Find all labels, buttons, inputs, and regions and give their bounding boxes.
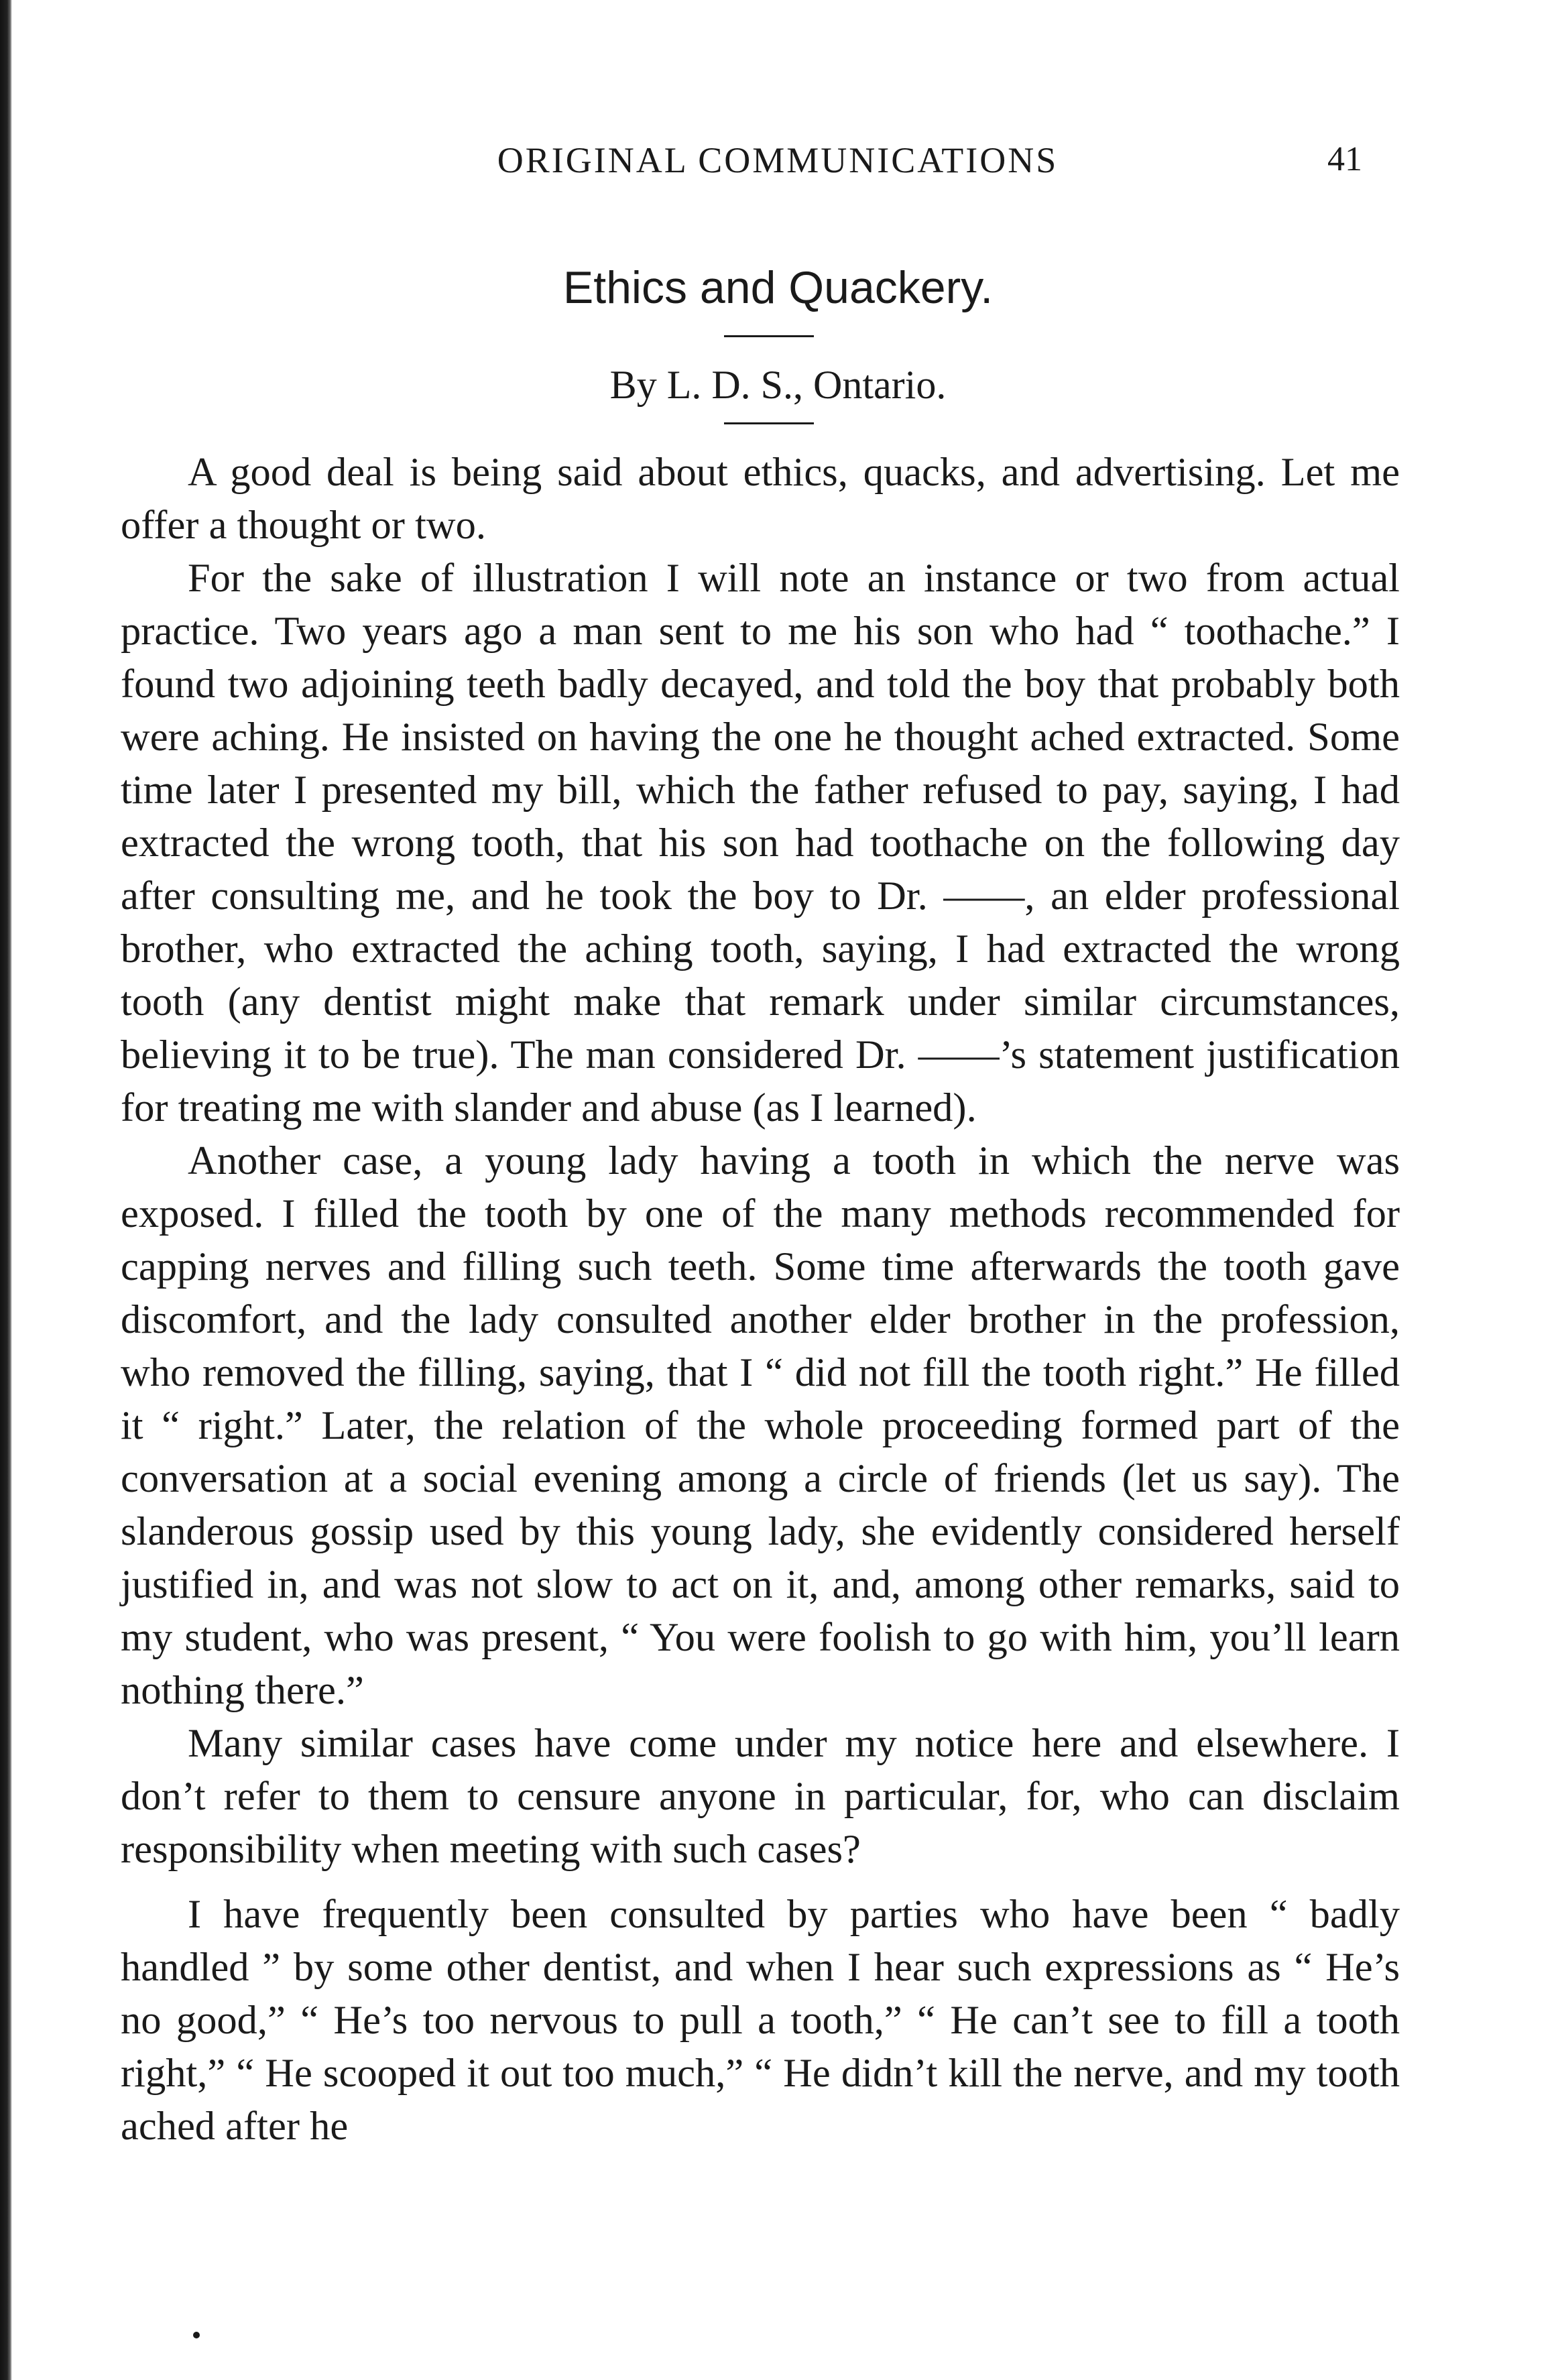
article-body	[121, 446, 1400, 2153]
byline-rule	[724, 422, 814, 424]
scan-edge	[0, 0, 12, 2380]
article-title: Ethics and Quackery.	[562, 262, 994, 313]
article-byline: By L. D. S., Ontario.	[609, 363, 947, 407]
paragraph: Many similar cases have come under my notice here and elsewhere. I don’t refer to them to censure anyone in particular, for, who can disclaim responsibility when meeting with such cases?	[121, 1721, 1400, 1872]
paragraph: I have frequently been consulted by parties who have been “ badly handled ” by some other dentist, and when I hear such expressions as “ He’s no good,” “ He’s too nervous to pull a tooth,” “ He can’t see to fill a tooth right,” “ He scooped it out too much,” “ He didn’t kill the nerve, and my tooth ached after he	[121, 1892, 1400, 2149]
paragraph: Another case, a young lady having a tooth in which the nerve was exposed. I filled the tooth by one of the many methods recommended for capping nerves and filling such teeth. Some time afterwards the tooth gave discomfort, and the lady consulted another elder brother in the profession, who removed the filling, saying, that I “ did not fill the tooth right.” He filled it “ right.” Later, the relation of the whole proceeding formed part of the conversation at a social evening among a circle of friends (let us say). The slanderous gossip used by this young lady, she evidently considered herself justified in, and was not slow to act on it, and, among other remarks, said to my student, who was present, “ You were foolish to go with him, you’ll learn nothing there.”	[121, 1138, 1400, 1713]
title-rule	[724, 335, 814, 337]
ink-speck	[193, 2332, 200, 2338]
paragraph: A good deal is being said about ethics, quacks, and advertising. Let me offer a thought or two.	[121, 450, 1400, 548]
page-number: 41	[1327, 140, 1362, 178]
running-header: ORIGINAL COMMUNICATIONS	[497, 140, 1059, 180]
paragraph: For the sake of illustration I will note an instance or two from actual practice. Two years ago a man sent to me his son who had “ toothache.” I found two adjoining teeth badly decayed, and told the boy that probably both were aching. He insisted on having the one he thought ached extracted. Some time later I presented my bill, which the father refused to pay, saying, I had extracted the wrong tooth, that his son had toothache on the following day after consulting me, and he took the boy to Dr. ——, an elder professional brother, who extracted the aching tooth, saying, I had extracted the wrong tooth (any dentist might make that remark under similar circumstances, believing it to be true). The man considered Dr. ——’s statement justification for treating me with slander and abuse (as I learned).	[121, 556, 1400, 1130]
